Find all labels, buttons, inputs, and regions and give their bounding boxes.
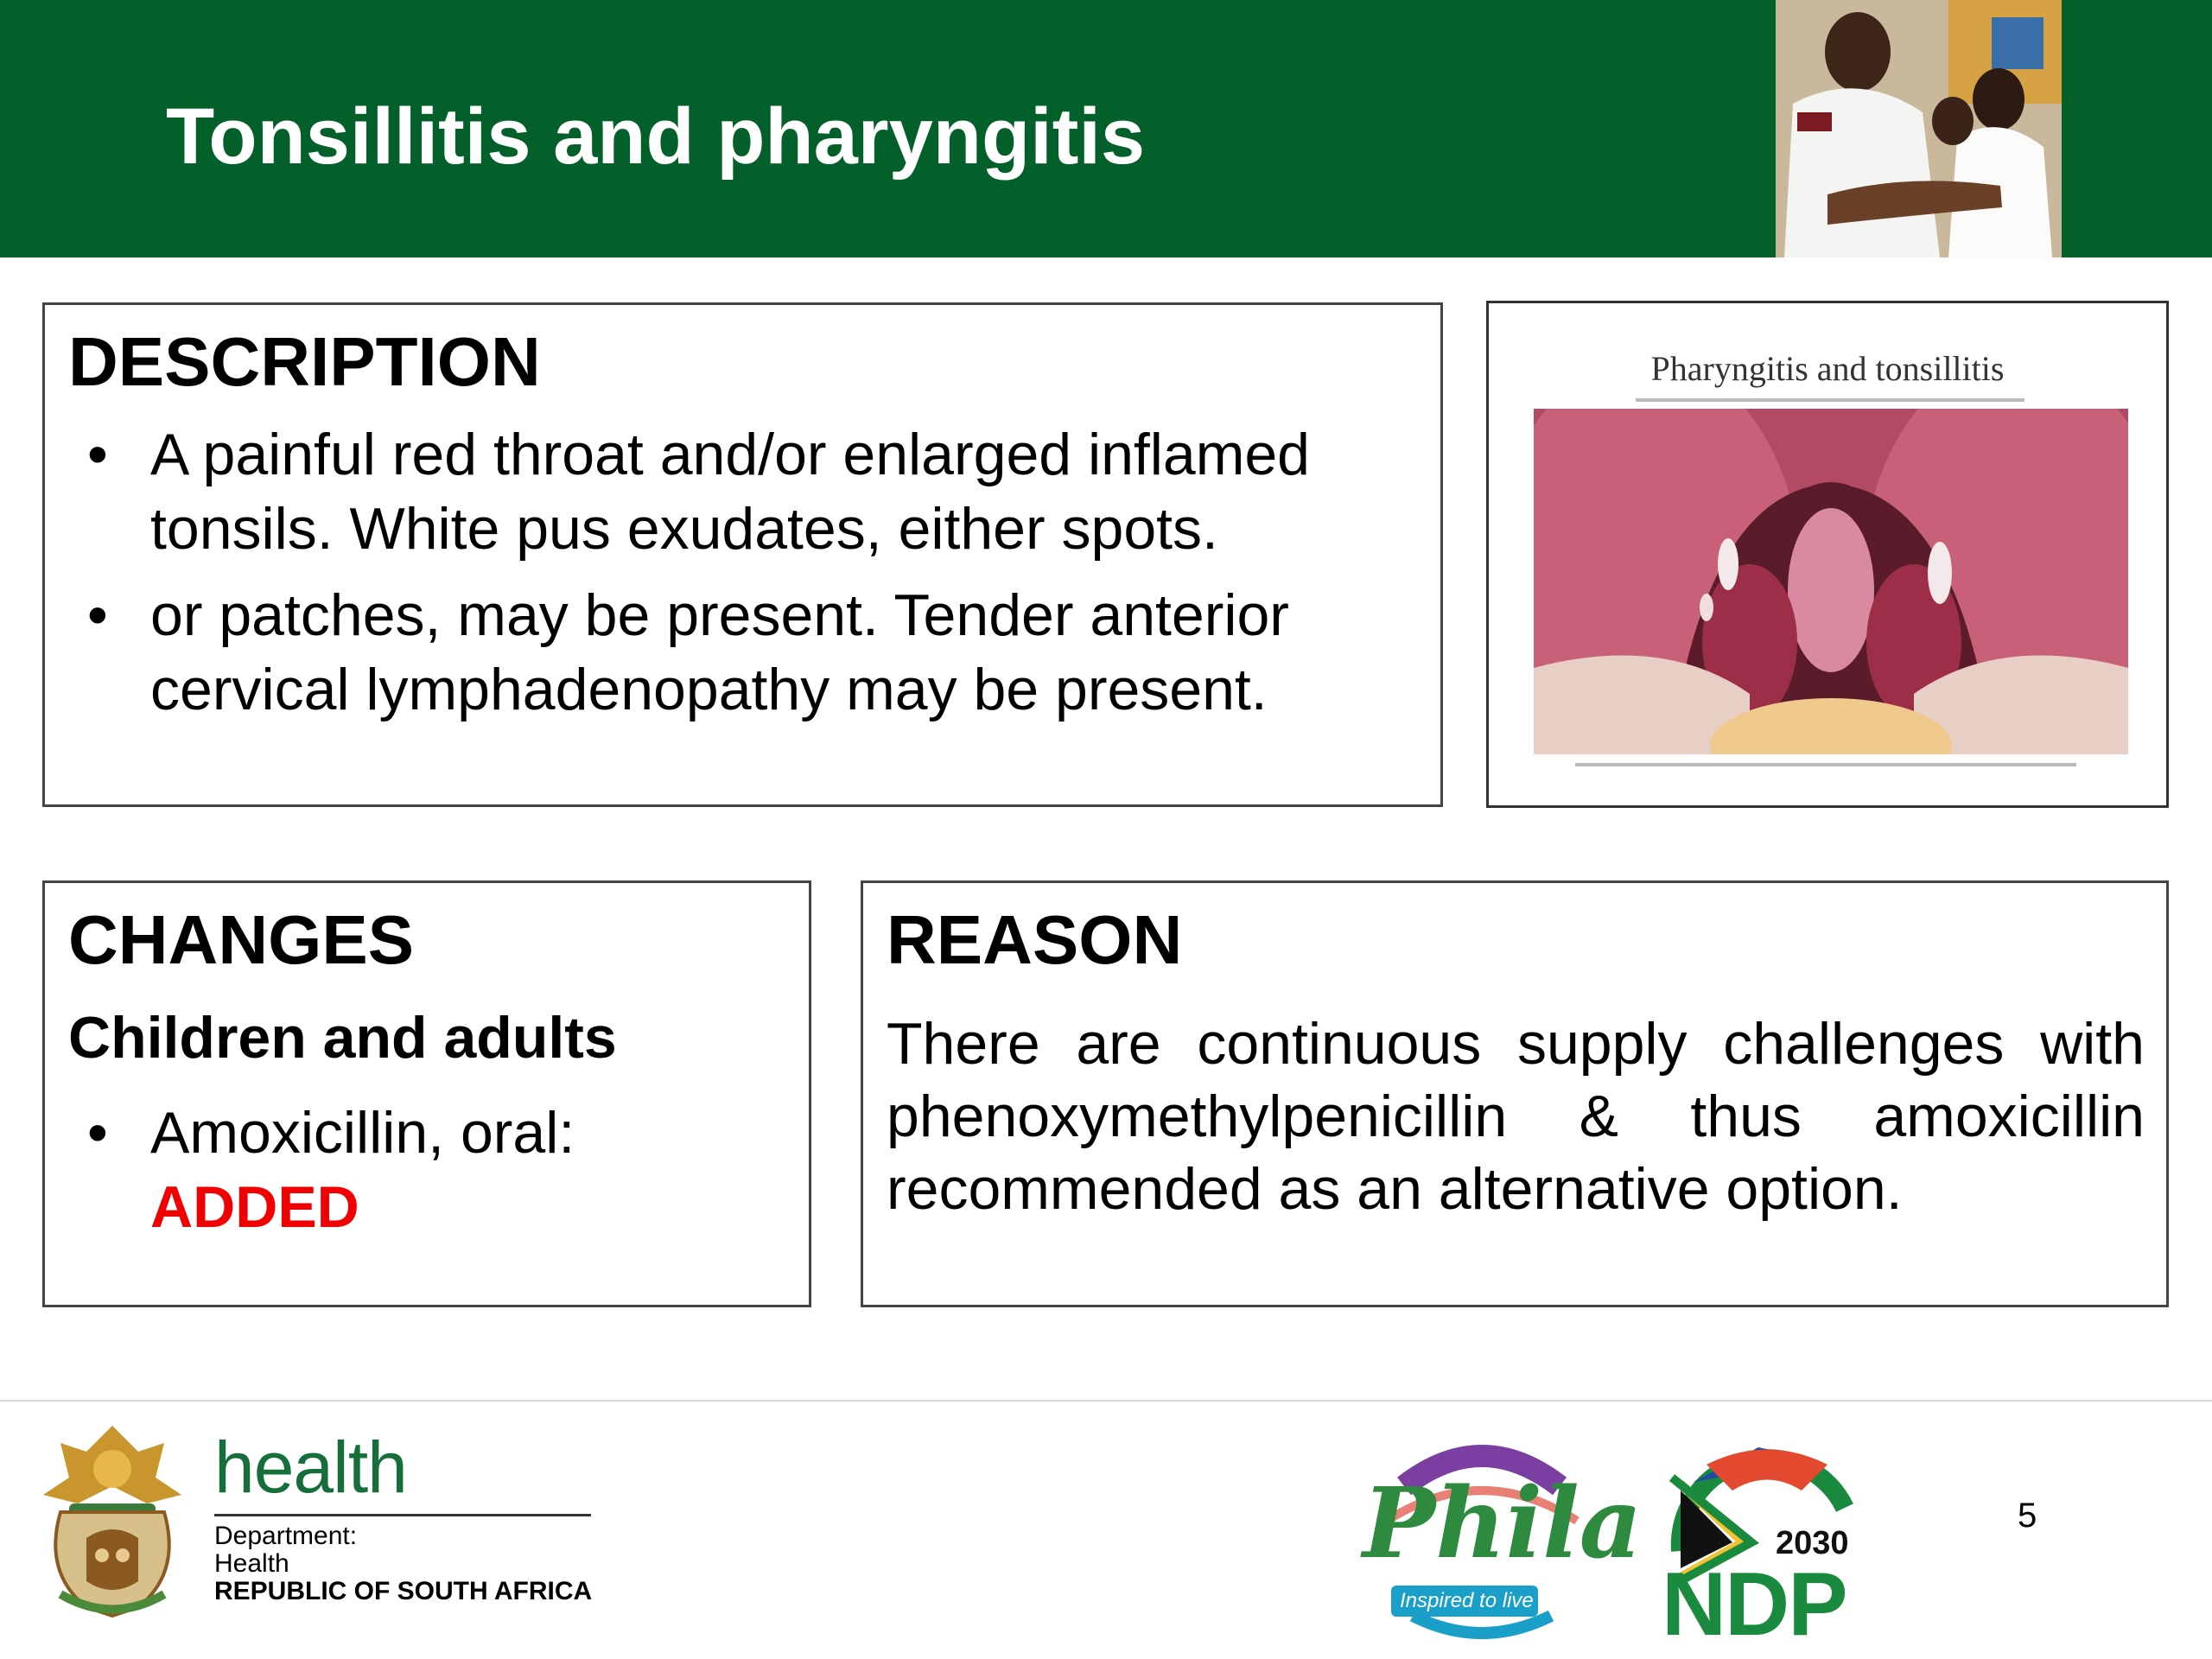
changes-box [42,880,811,1307]
health-rule [214,1514,591,1516]
status-badge: ADDED [150,1174,359,1240]
ndp-year: 2030 [1776,1525,1849,1561]
bullet-icon: • [87,1100,108,1166]
ndp-text: NDP [1662,1554,1847,1655]
phila-tagline: Inspired to live [1400,1589,1534,1612]
changes-item: Amoxicillin, oral: [150,1100,575,1166]
footer-separator [0,1400,2212,1402]
page-title: Tonsillitis and pharyngitis [166,92,1146,181]
description-box [42,302,1443,807]
changes-subheading: Children and adults [68,1005,617,1071]
phila-logo [1352,1434,1643,1646]
ndp-logo [1646,1430,1884,1655]
throat-photo [1534,409,2128,754]
reason-heading: REASON [887,901,1183,978]
list-item [68,417,1416,566]
health-wordmark: health [214,1427,407,1508]
phila-text: Phila [1363,1467,1643,1580]
description-list [68,417,1416,727]
figure-copyright-line [1636,398,2024,402]
reason-box [861,880,2169,1307]
description-bullet-2: or patches, may be present. Tender anterior cervical lymphadenopathy may be present. [150,582,1289,722]
changes-list [68,1096,794,1244]
description-bullet-1: A painful red throat and/or enlarged inflamed tonsils. White pus exudates, either spots. [150,422,1311,562]
list-item [68,1096,794,1244]
changes-heading: CHANGES [68,901,415,978]
reason-text: There are continuous supply challenges with phenoxymethylpenicillin & thus amoxicillin recommended as an alternative option. [887,1011,2145,1222]
bullet-icon: • [87,422,108,487]
figure-caption: Pharyngitis and tonsillitis [1650,349,2005,388]
header-photo [1776,0,2062,257]
coat-of-arms-icon [35,1417,190,1624]
dept-line-3: REPUBLIC OF SOUTH AFRICA [214,1577,593,1605]
dept-line-2: Health [214,1549,289,1578]
list-item [68,578,1416,727]
figure-credit-line [1575,763,2076,766]
dept-line-1: Department: [214,1522,358,1550]
page-number: 5 [2018,1497,2037,1535]
description-heading: DESCRIPTION [68,323,541,400]
figure-box [1486,301,2169,808]
bullet-icon: • [87,582,108,648]
